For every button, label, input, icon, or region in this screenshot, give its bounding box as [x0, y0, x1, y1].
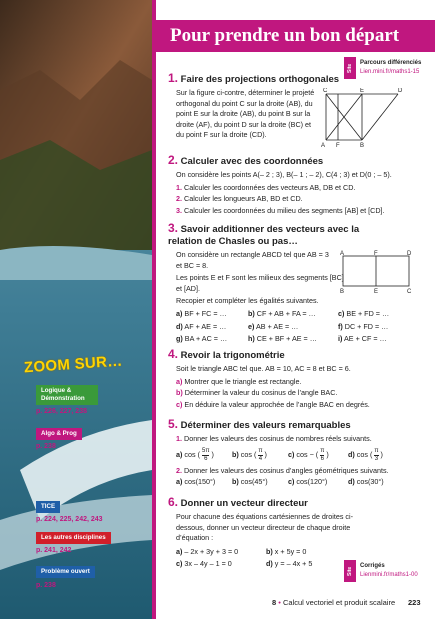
fraction-numerator: π [258, 447, 263, 454]
section-number: 1. [168, 71, 179, 85]
question-number: 1. [176, 182, 182, 192]
question-number: c) [176, 399, 183, 409]
eq-text: – 2x + 3y + 3 = 0 [184, 546, 239, 556]
section-4 [168, 348, 418, 411]
point-label: C [323, 88, 328, 94]
section-text: On considère un rectangle ABCD tel que AB = 3 et BC = 8. [176, 250, 329, 270]
eq-text: cos − [296, 449, 314, 459]
pages-logique: p. 226, 227, 238 [36, 408, 87, 415]
pages-algo: p. 238 [36, 443, 56, 450]
eq-text: cos(120°) [296, 477, 328, 487]
section-6 [168, 496, 418, 570]
eq-text: cos [184, 449, 196, 459]
section-intro: Soit le triangle ABC tel que. AB = 10, AC = 8 et BC = 6. [176, 364, 351, 373]
eq-label: d) [348, 449, 355, 459]
eq-text: y = – 4x + 5 [274, 559, 313, 569]
eq-label: e) [248, 321, 255, 331]
eq-text: CF + AB + FA = … [256, 308, 316, 318]
eq-text: AB + AE = … [256, 321, 299, 331]
chapter-number: 8 [272, 598, 277, 607]
point-label: C [407, 289, 412, 294]
eq-text: BA + AC = … [184, 334, 228, 344]
eq-label: d) [176, 321, 183, 331]
section-intro: On considère les points A(– 2 ; 3), B(– 1 ; – 2), C(4 ; 3) et D(0 ; – 5). [176, 170, 392, 179]
page-number: 223 [408, 598, 421, 607]
badge-algo[interactable]: Algo & Prog [36, 428, 82, 440]
site-tab: Site [344, 57, 356, 79]
eq-text: cos(30°) [356, 477, 384, 487]
fraction-denominator: 6 [320, 455, 324, 462]
fraction-denominator: 3 [374, 455, 379, 462]
eq-label: f) [338, 321, 343, 331]
chapter-title: Calcul vectoriel et produit scalaire [283, 598, 396, 607]
accent-bar [152, 0, 156, 619]
pages-autres: p. 241, 242 [36, 547, 72, 554]
eq-text: AE + CF = … [344, 334, 387, 344]
equation-grid [176, 309, 418, 345]
eq-text: cos(150°) [184, 477, 216, 487]
fraction-denominator: 4 [258, 455, 263, 462]
question-text: Montrer que le triangle est rectangle. [184, 376, 302, 386]
eq-text: CE + BF + AE = … [256, 334, 317, 344]
point-label: F [374, 251, 378, 257]
eq-label: c) [176, 559, 183, 569]
badge-tice[interactable]: TICE [36, 501, 60, 513]
eq-label: c) [288, 449, 295, 459]
eq-label: d) [348, 477, 355, 487]
zoom-title: ZOOM SUR… [23, 352, 124, 377]
point-label: F [336, 143, 340, 148]
fraction-denominator: 6 [204, 455, 208, 462]
question-number: 2. [176, 194, 182, 204]
question-number: b) [176, 388, 183, 398]
point-label: B [340, 289, 345, 294]
section-number: 4. [168, 347, 179, 361]
question-text: Donner les valeurs des cosinus d’angles géométriques suivants. [184, 465, 389, 475]
badge-autres-disciplines[interactable]: Les autres disciplines [36, 532, 111, 544]
eq-text: AF + AE = … [184, 321, 227, 331]
point-label: D [407, 251, 412, 257]
eq-label: c) [338, 308, 345, 318]
section-title: Calculer avec des coordonnées [180, 156, 324, 167]
footer-separator: • [278, 598, 281, 607]
section-title: Revoir la trigonométrie [180, 350, 285, 361]
section-number: 2. [168, 153, 179, 167]
question-text: Calculer les coordonnées des vecteurs AB, DB et CD. [184, 182, 356, 192]
tag-title: Parcours différenciés [360, 60, 422, 66]
section-title: Donner un vecteur directeur [180, 498, 308, 509]
question-text: Donner les valeurs des cosinus de nombres réels suivants. [184, 434, 372, 443]
point-label: D [398, 88, 403, 94]
question-number: 2. [176, 465, 182, 475]
section-title: Savoir additionner des vecteurs avec la relation de Chasles ou pas… [168, 224, 360, 247]
eq-label: i) [338, 334, 343, 344]
eq-text: 3x – 4y – 1 = 0 [184, 559, 232, 569]
eq-text: cos(45°) [240, 477, 268, 487]
eq-text: cos [240, 449, 252, 459]
section-text: Les points E et F sont les milieux des segments [BC] et [AD]. [176, 273, 344, 293]
fraction-numerator: 5π [202, 447, 210, 454]
projection-figure [318, 88, 410, 148]
site-tab: Site [344, 560, 356, 582]
cos-grid: a) cos ( $\frac{5\pi}{6}$ ) b) cos ( $\frac{\pi}{4}$ ) c) cos − ( $\frac{\pi}{6}$ ) d) cos ( $\frac{\pi}{3}$ ) [176, 447, 383, 462]
section-intro: Pour chacune des équations cartésiennes de droites ci-dessous, donner un vecteur directeur de chaque droite d’équation : [176, 512, 353, 543]
eq-label: c) [288, 477, 295, 487]
eq-text: cos [356, 449, 368, 459]
tag-link[interactable]: Lien.mini.fr/maths1-15 [360, 69, 420, 75]
section-number: 6. [168, 495, 179, 509]
eq-label: b) [232, 449, 239, 459]
section-title: Déterminer des valeurs remarquables [180, 420, 351, 431]
point-label: A [340, 251, 345, 257]
rectangle-figure [339, 250, 415, 294]
eq-label: h) [248, 334, 255, 344]
page-title: Pour prendre un bon départ [156, 20, 435, 52]
tag-link[interactable]: Lienmini.fr/maths1-00 [360, 572, 418, 578]
tag-title: Corrigés [360, 563, 385, 569]
eq-label: a) [176, 308, 183, 318]
chapter-footer [272, 598, 395, 607]
eq-text: BF + FC = … [184, 308, 227, 318]
section-title: Faire des projections orthogonales [180, 74, 340, 85]
point-label: B [360, 143, 365, 148]
point-label: E [374, 289, 379, 294]
eq-label: b) [232, 477, 239, 487]
section-number: 3. [168, 221, 179, 235]
eq-label: a) [176, 449, 183, 459]
fraction-numerator: π [320, 447, 325, 454]
section-2 [168, 154, 418, 217]
section-text: Recopier et compléter les égalités suivantes. [176, 296, 319, 306]
section-5 [168, 418, 418, 488]
eq-label: b) [266, 546, 273, 556]
question-number: 3. [176, 205, 182, 215]
badge-probleme-ouvert[interactable]: Problème ouvert [36, 566, 95, 578]
fraction-numerator: π [374, 447, 379, 454]
cover-photo [0, 0, 152, 619]
eq-label: a) [176, 546, 183, 556]
eq-label: b) [248, 308, 255, 318]
question-number: a) [176, 376, 183, 386]
eq-label: g) [176, 334, 183, 344]
eq-label: a) [176, 477, 183, 487]
degree-grid [176, 477, 418, 488]
pages-tice: p. 224, 225, 242, 243 [36, 516, 103, 523]
question-text: Déterminer la valeur du cosinus de l’angle BAC. [184, 388, 338, 398]
question-text: En déduire la valeur approchée de l’angle BAC en degrés. [184, 399, 370, 409]
badge-logique[interactable]: Logique & Démonstration [36, 385, 98, 405]
point-label: A [321, 143, 326, 148]
section-number: 5. [168, 417, 179, 431]
pages-probleme: p. 238 [36, 582, 56, 589]
eq-label: d) [266, 559, 273, 569]
section-text: Sur la figure ci-contre, déterminer le projeté orthogonal du point C sur la droite (AB), du point E sur la droite (AB), du point B sur la droite (AF), du point D sur la droite (BC) et du point F sur la droite (CD). [176, 88, 315, 140]
question-text: Calculer les coordonnées du milieu des segments [AB] et [CD]. [184, 205, 385, 215]
eq-text: BE + FD = … [346, 308, 390, 318]
question-number: 1. [176, 434, 182, 443]
question-text: Calculer les longueurs AB, BD et CD. [184, 194, 303, 204]
site-tag-corriges[interactable] [344, 560, 422, 582]
eq-text: x + 5y = 0 [274, 546, 307, 556]
point-label: E [360, 88, 365, 94]
eq-text: DC + FD = … [344, 321, 389, 331]
